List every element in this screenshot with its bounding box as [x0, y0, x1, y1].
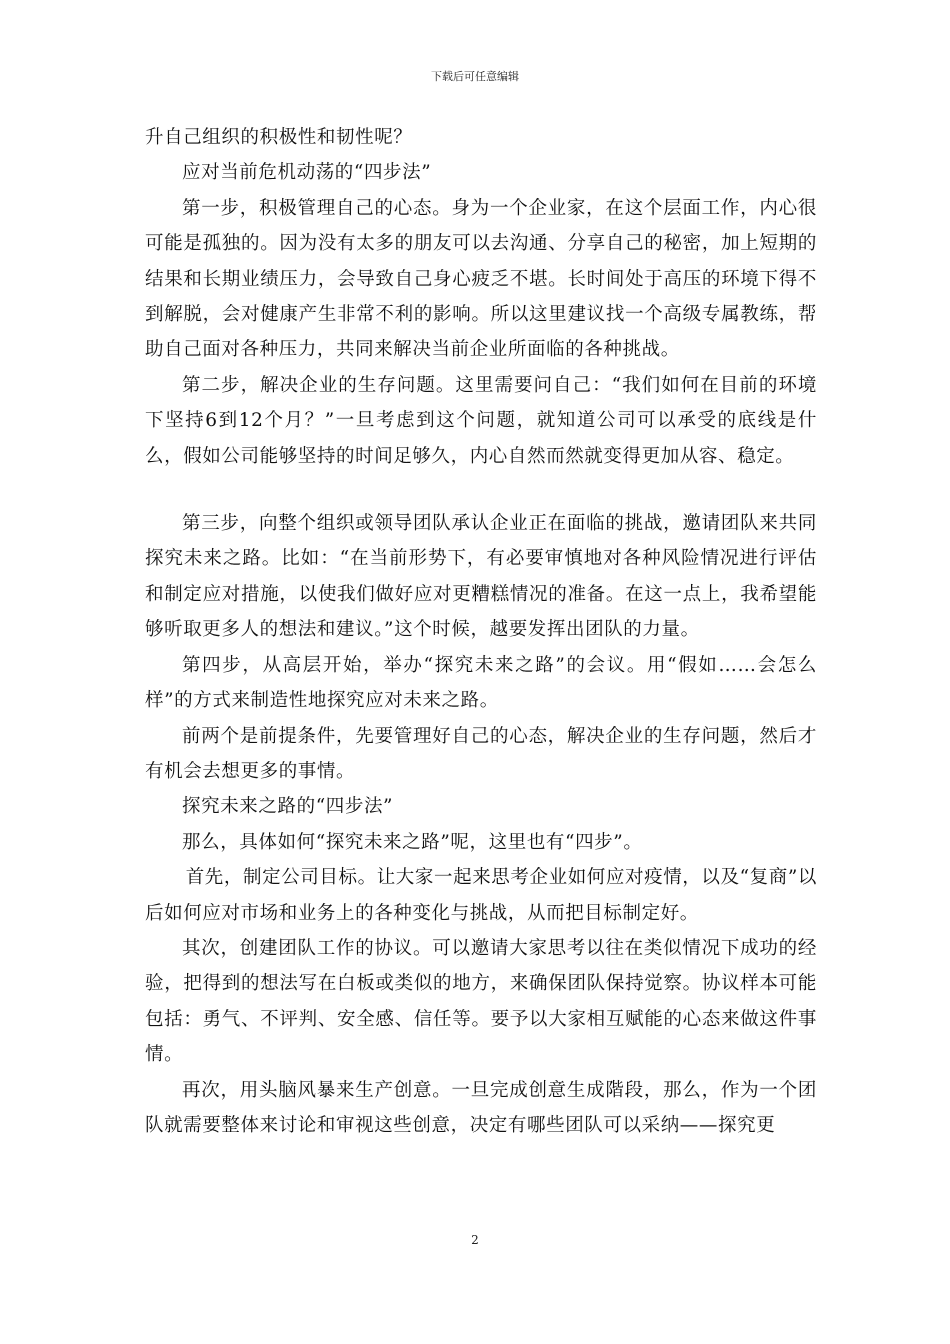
paragraph-second: 其次，创建团队工作的协议。可以邀请大家思考以往在类似情况下成功的经验，把得到的想法写在白板或类似的地方，来确保团队保持觉察。协议样本可能包括：勇气、不评判、安全感、信任等。要予以大家相互赋能的心态来做这件事情。 [145, 937, 817, 1066]
paragraph-four-steps-intro: 那么，具体如何“探究未来之路”呢，这里也有“四步”。 [182, 831, 643, 853]
paragraph-third: 再次，用头脑风暴来生产创意。一旦完成创意生成階段，那么，作为一个团队就需要整体来讨论和审视这些创意，决定有哪些团队可以采纳——探究更 [145, 1079, 817, 1136]
paragraph-step-two: 第二步，解决企业的生存问题。这里需要问自己：“我们如何在目前的环境下坚持6到12个月？”一旦考虑到这个问题，就知道公司可以承受的底线是什么，假如公司能够坚持的时间足够久，内心自然而然就变得更加从容、稳定。 [145, 374, 817, 467]
paragraph-continuation: 升自己组织的积极性和韧性呢？ [145, 127, 413, 148]
section-heading-future: 探究未来之路的“四步法” [182, 796, 394, 818]
paragraph-preconditions: 前两个是前提条件，先要管理好自己的心态，解决企业的生存问题，然后才有机会去想更多的事情。 [145, 725, 817, 782]
page-header: 下载后可任意编辑 [431, 70, 519, 83]
paragraph-step-three: 第三步，向整个组织或领导团队承认企业正在面临的挑战，邀请团队来共同探究未来之路。比如：“在当前形势下，有必要审慎地对各种风险情况进行评估和制定应对措施，以使我们做好应对更糟糕情况的准备。在这一点上，我希望能够听取更多人的想法和建议。”这个时候，越要发挥出团队的力量。 [145, 513, 817, 641]
page-number: 2 [471, 1233, 479, 1247]
paragraph-step-four: 第四步，从高层开始，举办“探究未来之路”的会议。用“假如……会怎么样”的方式来制造性地探究应对未来之路。 [145, 654, 817, 712]
paragraph-first: 首先，制定公司目标。让大家一起来思考企业如何应对疫情，以及“复商”以后如何应对市场和业务上的各种变化与挑战，从而把目标制定好。 [145, 867, 818, 924]
document-body [145, 120, 817, 1143]
paragraph-step-one: 第一步，积极管理自己的心态。身为一个企业家，在这个层面工作，内心很可能是孤独的。因为没有太多的朋友可以去沟通、分享自己的秘密，加上短期的结果和长期业绩压力，会导致自己身心疲乏不堪。长时间处于高压的环境下得不到解脱，会对健康产生非常不利的影响。所以这里建议找一个高级专属教练，帮助自己面对各种压力，共同来解决当前企业所面临的各种挑战。 [145, 197, 817, 361]
paragraph-gap [145, 474, 817, 506]
section-heading-crisis: 应对当前危机动荡的“四步法” [182, 162, 432, 184]
